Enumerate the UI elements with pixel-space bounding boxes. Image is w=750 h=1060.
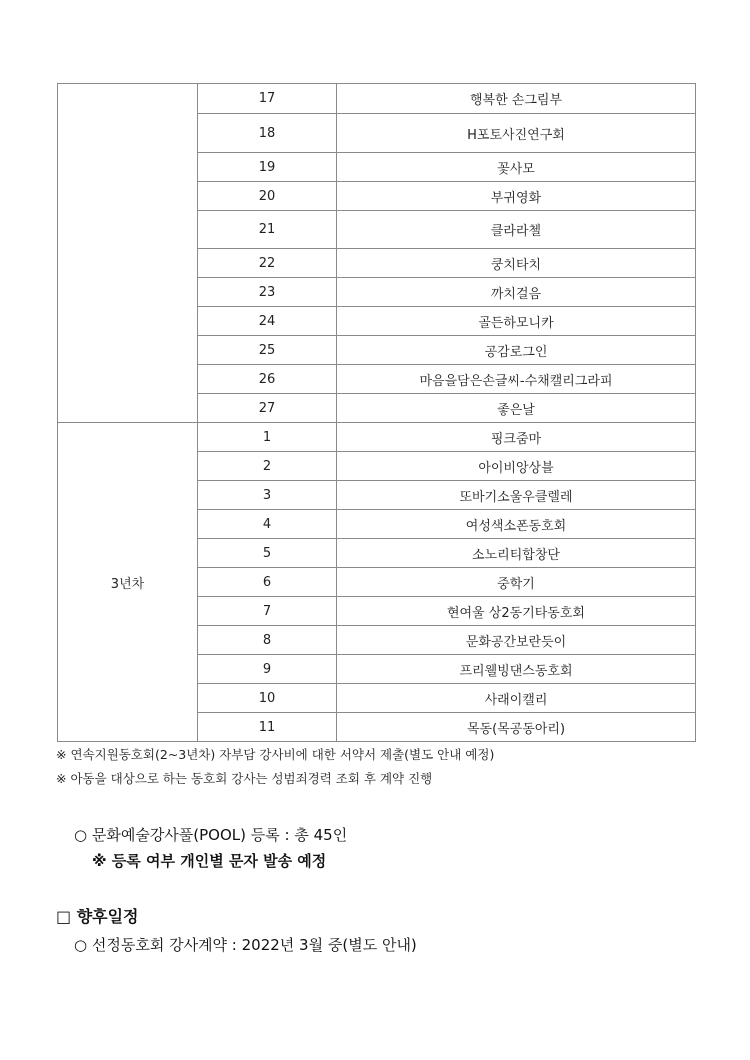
club-number: 4 [198, 510, 337, 539]
group-cell-year3: 3년차 [58, 423, 198, 742]
club-number: 20 [198, 182, 337, 211]
club-name: 골든하모니카 [337, 307, 696, 336]
club-number: 25 [198, 336, 337, 365]
club-name: 사래이캘리 [337, 684, 696, 713]
club-number: 10 [198, 684, 337, 713]
club-number: 3 [198, 481, 337, 510]
club-name: 핑크줌마 [337, 423, 696, 452]
club-name: H포토사진연구회 [337, 114, 696, 153]
club-table [57, 83, 696, 742]
table-row [58, 84, 696, 114]
club-number: 26 [198, 365, 337, 394]
club-number: 2 [198, 452, 337, 481]
note-line: ※ 아동을 대상으로 하는 동호회 강사는 성범죄경력 조회 후 계약 진행 [56, 771, 433, 786]
club-name: 부귀영화 [337, 182, 696, 211]
club-number: 1 [198, 423, 337, 452]
club-name: 목동(목공동아리) [337, 713, 696, 742]
club-name: 좋은날 [337, 394, 696, 423]
club-number: 11 [198, 713, 337, 742]
club-number: 9 [198, 655, 337, 684]
club-name: 까치걸음 [337, 278, 696, 307]
club-number: 19 [198, 153, 337, 182]
club-number: 22 [198, 249, 337, 278]
club-name: 아이비앙상블 [337, 452, 696, 481]
club-number: 5 [198, 539, 337, 568]
club-name: 또바기소울우클렐레 [337, 481, 696, 510]
club-number: 24 [198, 307, 337, 336]
group-cell-continuing [58, 84, 198, 423]
club-name: 꽃사모 [337, 153, 696, 182]
club-number: 8 [198, 626, 337, 655]
club-name: 프리웰빙댄스동호회 [337, 655, 696, 684]
table-row [58, 423, 696, 452]
schedule-item: ○ 선정동호회 강사계약 : 2022년 3월 중(별도 안내) [74, 936, 417, 954]
notes [56, 743, 494, 791]
club-number: 6 [198, 568, 337, 597]
pool-notice: ※ 등록 여부 개인별 문자 발송 예정 [92, 852, 327, 870]
club-number: 17 [198, 84, 337, 114]
club-name: 공감로그인 [337, 336, 696, 365]
club-number: 18 [198, 114, 337, 153]
club-name: 클라라첼 [337, 211, 696, 249]
club-name: 문화공간보란듯이 [337, 626, 696, 655]
club-name: 현여울 상2동기타동호회 [337, 597, 696, 626]
club-name: 중학기 [337, 568, 696, 597]
club-name: 쿵치타치 [337, 249, 696, 278]
club-name: 마음을담은손글씨-수채캘리그라피 [337, 365, 696, 394]
club-number: 21 [198, 211, 337, 249]
club-name: 여성색소폰동호회 [337, 510, 696, 539]
club-name: 소노리티합창단 [337, 539, 696, 568]
club-number: 7 [198, 597, 337, 626]
note-line: ※ 연속지원동호회(2~3년차) 자부담 강사비에 대한 서약서 제출(별도 안내 예정) [56, 747, 495, 762]
pool-registration: ○ 문화예술강사풀(POOL) 등록 : 총 45인 [74, 826, 348, 844]
club-name: 행복한 손그림부 [337, 84, 696, 114]
club-number: 23 [198, 278, 337, 307]
schedule-heading: □ 향후일정 [56, 907, 139, 926]
club-number: 27 [198, 394, 337, 423]
